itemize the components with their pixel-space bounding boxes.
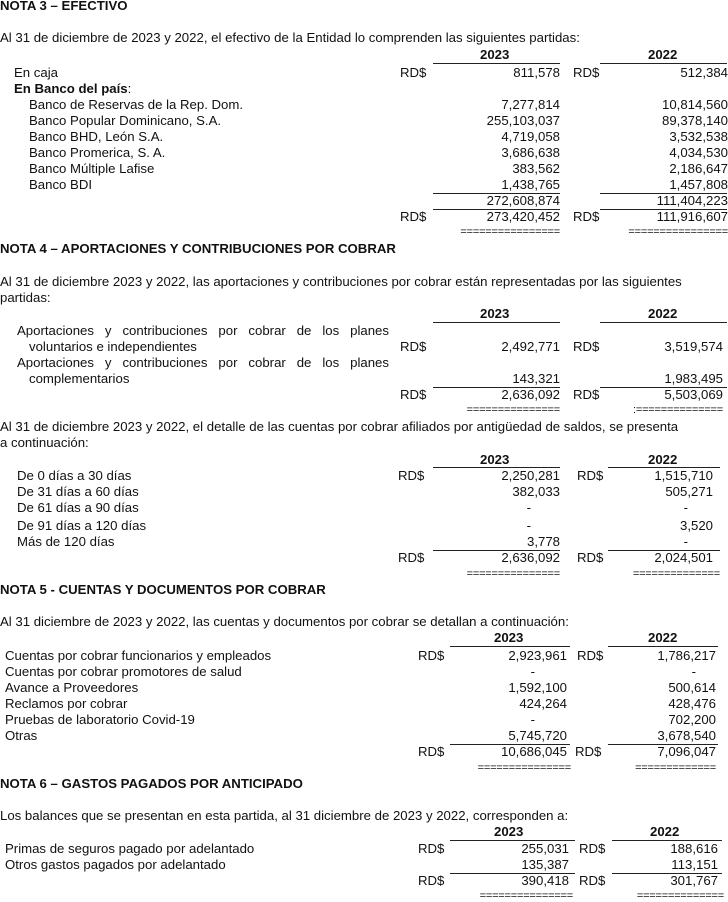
value-2022: 89,378,140 xyxy=(661,113,728,128)
nota6-year-2022: 2022 xyxy=(650,824,680,839)
total-2022: 111,916,607 xyxy=(656,209,728,224)
value-2022: 2,186,647 xyxy=(669,161,728,176)
value-2023: 3,686,638 xyxy=(501,145,560,160)
nota5-year-2023: 2023 xyxy=(494,630,524,645)
value-2022: 3,520 xyxy=(679,518,713,533)
currency-label: RD$ xyxy=(579,841,606,856)
currency-label: RD$ xyxy=(400,339,427,354)
total-2022: 7,096,047 xyxy=(657,744,716,759)
row-label: De 31 días a 60 días xyxy=(17,484,139,499)
row-label: Primas de seguros pagado por adelantado xyxy=(5,841,255,856)
row-label: Pruebas de laboratorio Covid-19 xyxy=(5,712,195,727)
header-rule xyxy=(433,63,560,64)
nota4-intro-cont: partidas: xyxy=(0,290,51,305)
value-2023: - xyxy=(526,500,531,515)
section-subheading: En Banco del país: xyxy=(14,81,132,96)
row-label: De 91 días a 120 días xyxy=(17,518,147,533)
currency-label: RD$ xyxy=(577,648,604,663)
row-label: Reclamos por cobrar xyxy=(5,696,128,711)
value-2022: - xyxy=(683,500,688,515)
value-2023: - xyxy=(530,712,535,727)
row-label: Otras xyxy=(5,728,38,743)
total-2023: 273,420,452 xyxy=(486,209,560,224)
double-underline: ============== xyxy=(632,568,720,580)
row-label-cont: complementarios xyxy=(29,371,130,386)
nota4-intro: Al 31 de diciembre 2023 y 2022, las aportaciones y contribuciones por cobrar están representadas por las siguientes xyxy=(0,274,682,289)
aging-intro-cont: a continuación: xyxy=(0,435,89,450)
value-2023: 7,277,814 xyxy=(501,97,560,112)
value-2022: 512,384 xyxy=(680,65,728,80)
value-2023: 2,492,771 xyxy=(501,339,560,354)
currency-label: RD$ xyxy=(575,744,602,759)
currency-label: RD$ xyxy=(573,339,600,354)
value-2022: 1,786,217 xyxy=(657,648,716,663)
aging-year-2023: 2023 xyxy=(480,452,510,467)
currency-label: RD$ xyxy=(400,65,427,80)
value-2023: 811,578 xyxy=(513,65,560,80)
total-2023: 390,418 xyxy=(521,873,569,888)
row-label: Banco Popular Dominicano, S.A. xyxy=(29,113,222,128)
value-2022: 10,814,560 xyxy=(661,97,728,112)
subtotal-2023: 272,608,874 xyxy=(486,193,560,208)
row-label: Más de 120 días xyxy=(17,534,115,549)
value-2023: 2,923,961 xyxy=(508,648,567,663)
total-2022: 2,024,501 xyxy=(654,550,713,565)
double-underline: ================ xyxy=(628,226,728,238)
nota3-year-2022: 2022 xyxy=(648,47,678,62)
value-2023: 135,387 xyxy=(521,857,569,872)
row-label: Banco Múltiple Lafise xyxy=(29,161,155,176)
value-2022: 1,983,495 xyxy=(664,371,723,386)
double-underline: =============== xyxy=(479,890,573,902)
currency-label: RD$ xyxy=(577,468,604,483)
nota6-title: NOTA 6 – GASTOS PAGADOS POR ANTICIPADO xyxy=(0,776,303,791)
row-label: De 0 días a 30 días xyxy=(17,468,132,483)
value-2023: - xyxy=(530,664,535,679)
subtotal-2022: 111,404,223 xyxy=(656,193,728,208)
nota5-title: NOTA 5 - CUENTAS Y DOCUMENTOS POR COBRAR xyxy=(0,582,326,597)
value-2022: 1,515,710 xyxy=(654,468,713,483)
row-label: Banco Promerica, S. A. xyxy=(29,145,166,160)
value-2023: 1,592,100 xyxy=(508,680,567,695)
row-label: Otros gastos pagados por adelantado xyxy=(5,857,226,872)
row-label: Cuentas por cobrar promotores de salud xyxy=(5,664,242,679)
value-2022: - xyxy=(683,534,688,549)
header-rule xyxy=(600,322,727,323)
value-2023: 382,033 xyxy=(512,484,560,499)
value-2023: 2,250,281 xyxy=(501,468,560,483)
value-2023: 1,438,765 xyxy=(501,177,560,192)
currency-label: RD$ xyxy=(398,550,425,565)
value-2023: 4,719,058 xyxy=(501,129,560,144)
nota4-year-2023: 2023 xyxy=(480,306,510,321)
value-2023: 3,778 xyxy=(526,534,560,549)
currency-label: RD$ xyxy=(573,65,600,80)
row-label: Cuentas por cobrar funcionarios y empleados xyxy=(5,648,272,663)
currency-label: RD$ xyxy=(418,744,445,759)
row-label: En caja xyxy=(14,65,58,80)
value-2022: 188,616 xyxy=(670,841,718,856)
double-underline: =============== xyxy=(466,404,560,416)
double-underline: ============== xyxy=(636,890,724,902)
value-2023: 424,264 xyxy=(519,696,567,711)
value-2023: 255,103,037 xyxy=(486,113,560,128)
row-label: Banco BDI xyxy=(29,177,93,192)
currency-label: RD$ xyxy=(418,873,445,888)
header-rule xyxy=(450,646,570,647)
currency-label: RD$ xyxy=(577,550,604,565)
nota4-title: NOTA 4 – APORTACIONES Y CONTRIBUCIONES POR COBRAR xyxy=(0,241,396,256)
total-2022: 5,503,069 xyxy=(664,387,723,402)
value-2022: 505,271 xyxy=(665,484,713,499)
total-2023: 10,686,045 xyxy=(500,744,567,759)
header-rule xyxy=(600,63,727,64)
value-2022: 1,457,808 xyxy=(669,177,728,192)
value-2023: 5,745,720 xyxy=(508,728,567,743)
value-2022: 4,034,530 xyxy=(669,145,728,160)
currency-label: RD$ xyxy=(418,648,445,663)
nota5-year-2022: 2022 xyxy=(648,630,678,645)
header-rule xyxy=(433,322,560,323)
nota5-intro: Al 31 diciembre de 2023 y 2022, las cuentas y documentos por cobrar se detallan a continuación: xyxy=(0,614,569,629)
value-2022: 113,151 xyxy=(671,857,718,872)
nota3-intro: Al 31 de diciembre de 2023 y 2022, el efectivo de la Entidad lo comprenden las siguientes partidas: xyxy=(0,30,580,45)
row-label: Banco BHD, León S.A. xyxy=(29,129,164,144)
double-underline: =============== xyxy=(466,568,560,580)
double-underline: ============= xyxy=(635,762,716,774)
value-2022: - xyxy=(691,664,696,679)
value-2022: 500,614 xyxy=(668,680,716,695)
total-2022: 301,767 xyxy=(670,873,718,888)
value-2022: 3,532,538 xyxy=(669,129,728,144)
double-underline: :============== xyxy=(633,404,723,416)
currency-label: RD$ xyxy=(398,468,425,483)
currency-label: RD$ xyxy=(400,387,427,402)
nota6-year-2023: 2023 xyxy=(494,824,524,839)
currency-label: RD$ xyxy=(573,387,600,402)
row-label: Aportaciones y contribuciones por cobrar de los planes xyxy=(17,323,389,338)
row-label: Banco de Reservas de la Rep. Dom. xyxy=(29,97,244,112)
nota3-title: NOTA 3 – EFECTIVO xyxy=(0,0,128,13)
double-underline: =============== xyxy=(477,762,571,774)
value-2022: 3,678,540 xyxy=(657,728,716,743)
row-label-cont: voluntarios e independientes xyxy=(29,339,197,354)
row-label: Avance a Proveedores xyxy=(5,680,139,695)
value-2022: 702,200 xyxy=(668,712,716,727)
currency-label: RD$ xyxy=(573,209,600,224)
value-2023: 143,321 xyxy=(512,371,560,386)
currency-label: RD$ xyxy=(418,841,445,856)
value-2023: - xyxy=(526,518,531,533)
row-label: Aportaciones y contribuciones por cobrar de los planes xyxy=(17,355,389,370)
header-rule xyxy=(608,646,718,647)
value-2022: 428,476 xyxy=(668,696,716,711)
nota4-year-2022: 2022 xyxy=(648,306,678,321)
currency-label: RD$ xyxy=(579,873,606,888)
nota6-intro: Los balances que se presentan en esta partida, al 31 diciembre de 2023 y 2022, corresponden a: xyxy=(0,808,569,823)
value-2022: 3,519,574 xyxy=(664,339,723,354)
aging-year-2022: 2022 xyxy=(648,452,678,467)
value-2023: 383,562 xyxy=(512,161,560,176)
nota3-year-2023: 2023 xyxy=(480,47,510,62)
currency-label: RD$ xyxy=(400,209,427,224)
total-2023: 2,636,092 xyxy=(501,387,560,402)
row-label: De 61 días a 90 días xyxy=(17,500,139,515)
double-underline: ================ xyxy=(460,226,560,238)
aging-intro: Al 31 de diciembre 2023 y 2022, el detalle de las cuentas por cobrar afiliados por antigüedad de saldos, se presenta xyxy=(0,419,679,434)
total-2023: 2,636,092 xyxy=(501,550,560,565)
value-2023: 255,031 xyxy=(521,841,569,856)
